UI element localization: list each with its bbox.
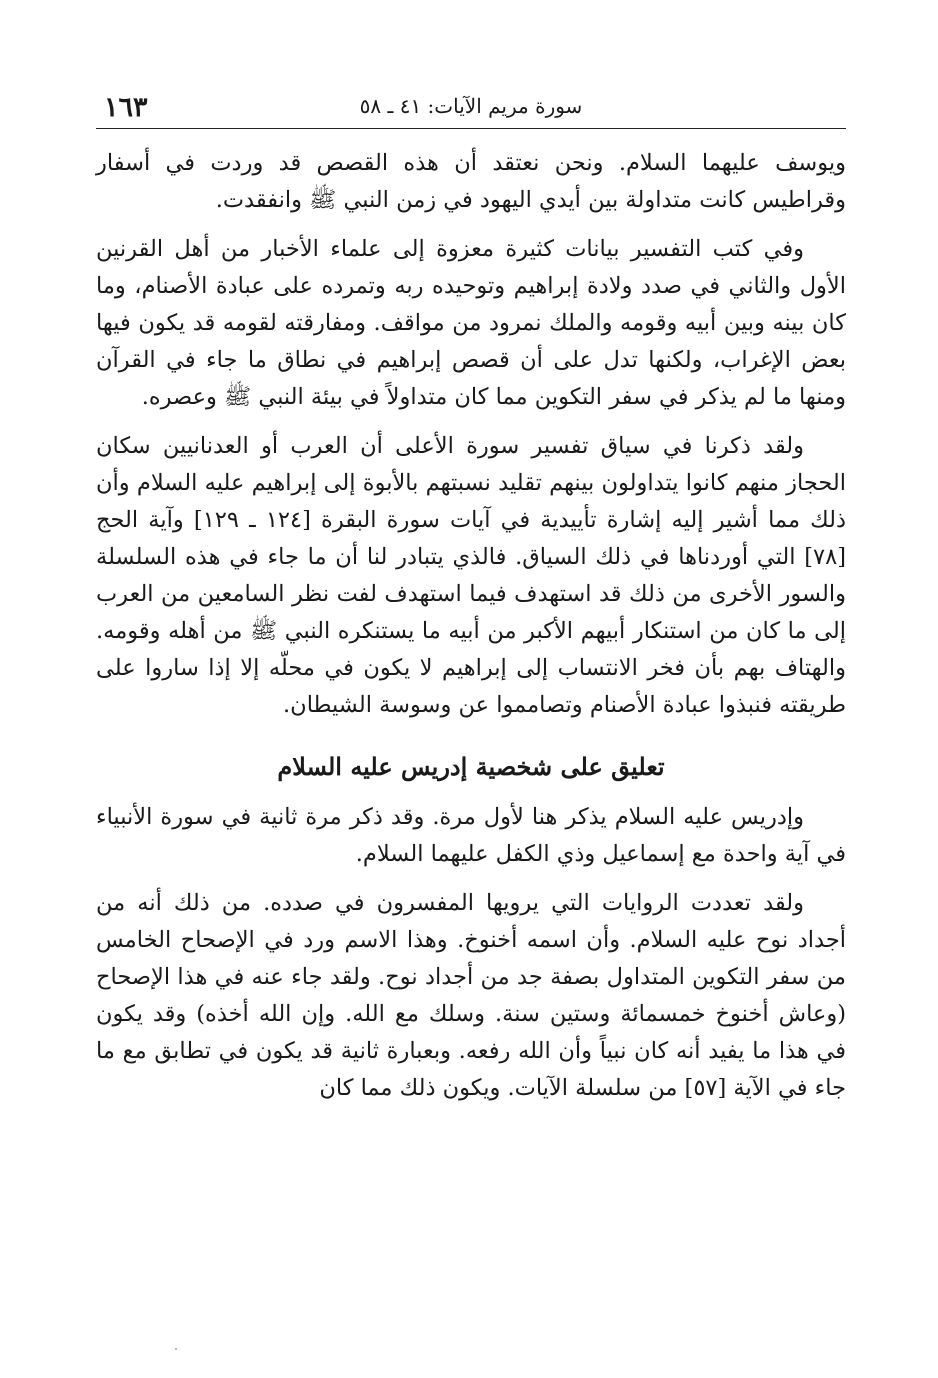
section-heading: تعليق على شخصية إدريس عليه السلام bbox=[277, 752, 665, 781]
running-header bbox=[96, 88, 846, 129]
print-speck bbox=[175, 1348, 177, 1350]
body-text bbox=[96, 145, 846, 1107]
paragraph: وإدريس عليه السلام يذكر هنا لأول مرة. وقد ذكر مرة ثانية في سورة الأنبياء في آية واحدة مع إسماعيل وذي الكفل عليهما السلام. bbox=[96, 804, 846, 867]
paragraph: ولقد ذكرنا في سياق تفسير سورة الأعلى أن العرب أو العدنانيين سكان الحجاز منهم كانوا يتداولون بينهم تقليد نسبتهم بالأبوة إلى إبراهيم عليه السلام وأن ذلك مما أشير إليه إشارة تأييدية في آيات سورة البقرة [١٢٤ ـ ١٢٩] وآية الحج [٧٨] التي أوردناها في ذلك السياق. فالذي يتبادر لنا أن ما جاء في هذه السلسلة والسور الأخرى من ذلك قد استهدف فيما استهدف لفت نظر السامعين من العرب إلى ما كان من استنكار أبيهم الأكبر من أبيه ما يستنكره النبي ﷺ من أهله وقومه. والهتاف بهم بأن فخر الانتساب إلى إبراهيم لا يكون في محلّه إلا إذا ساروا على طريقته فنبذوا عبادة الأصنام وتصامموا عن وسوسة الشيطان. bbox=[96, 433, 846, 718]
header-title: سورة مريم الآيات: ٤١ ـ ٥٨ bbox=[359, 94, 583, 118]
paragraph: ولقد تعددت الروايات التي يرويها المفسرون في صدده. من ذلك أنه من أجداد نوح عليه السلام. وأن اسمه أخنوخ. وهذا الاسم ورد في الإصحاح الخامس من سفر التكوين المتداول بصفة جد من أجداد نوح. ولقد جاء عنه في هذا الإصحاح (وعاش أخنوخ خمسمائة وستين سنة. وسلك مع الله. وإن الله أخذه) وقد يكون في هذا ما يفيد أنه كان نبياً وأن الله رفعه. وبعبارة ثانية قد يكون في تطابق مع ما جاء في الآية [٥٧] من سلسلة الآيات. ويكون ذلك مما كان bbox=[96, 890, 846, 1101]
paragraph: ويوسف عليهما السلام. ونحن نعتقد أن هذه القصص قد وردت في أسفار وقراطيس كانت متداولة بين أيدي اليهود في زمن النبي ﷺ وانفقدت. bbox=[96, 150, 846, 213]
page-number: ١٦٣ bbox=[104, 92, 148, 123]
book-page bbox=[96, 88, 846, 1119]
paragraph: وفي كتب التفسير بيانات كثيرة معزوة إلى علماء الأخبار من أهل القرنين الأول والثاني في صدد ولادة إبراهيم وتوحيده ربه وتمرده على عبادة الأصنام، وما كان بينه وبين أبيه وقومه والملك نمرود من مواقف. ومفارقته لقومه قد يكون فيها بعض الإغراب، ولكنها تدل على أن قصص إبراهيم في نطاق ما جاء في القرآن ومنها ما لم يذكر في سفر التكوين مما كان متداولاً في بيئة النبي ﷺ وعصره. bbox=[96, 236, 846, 410]
